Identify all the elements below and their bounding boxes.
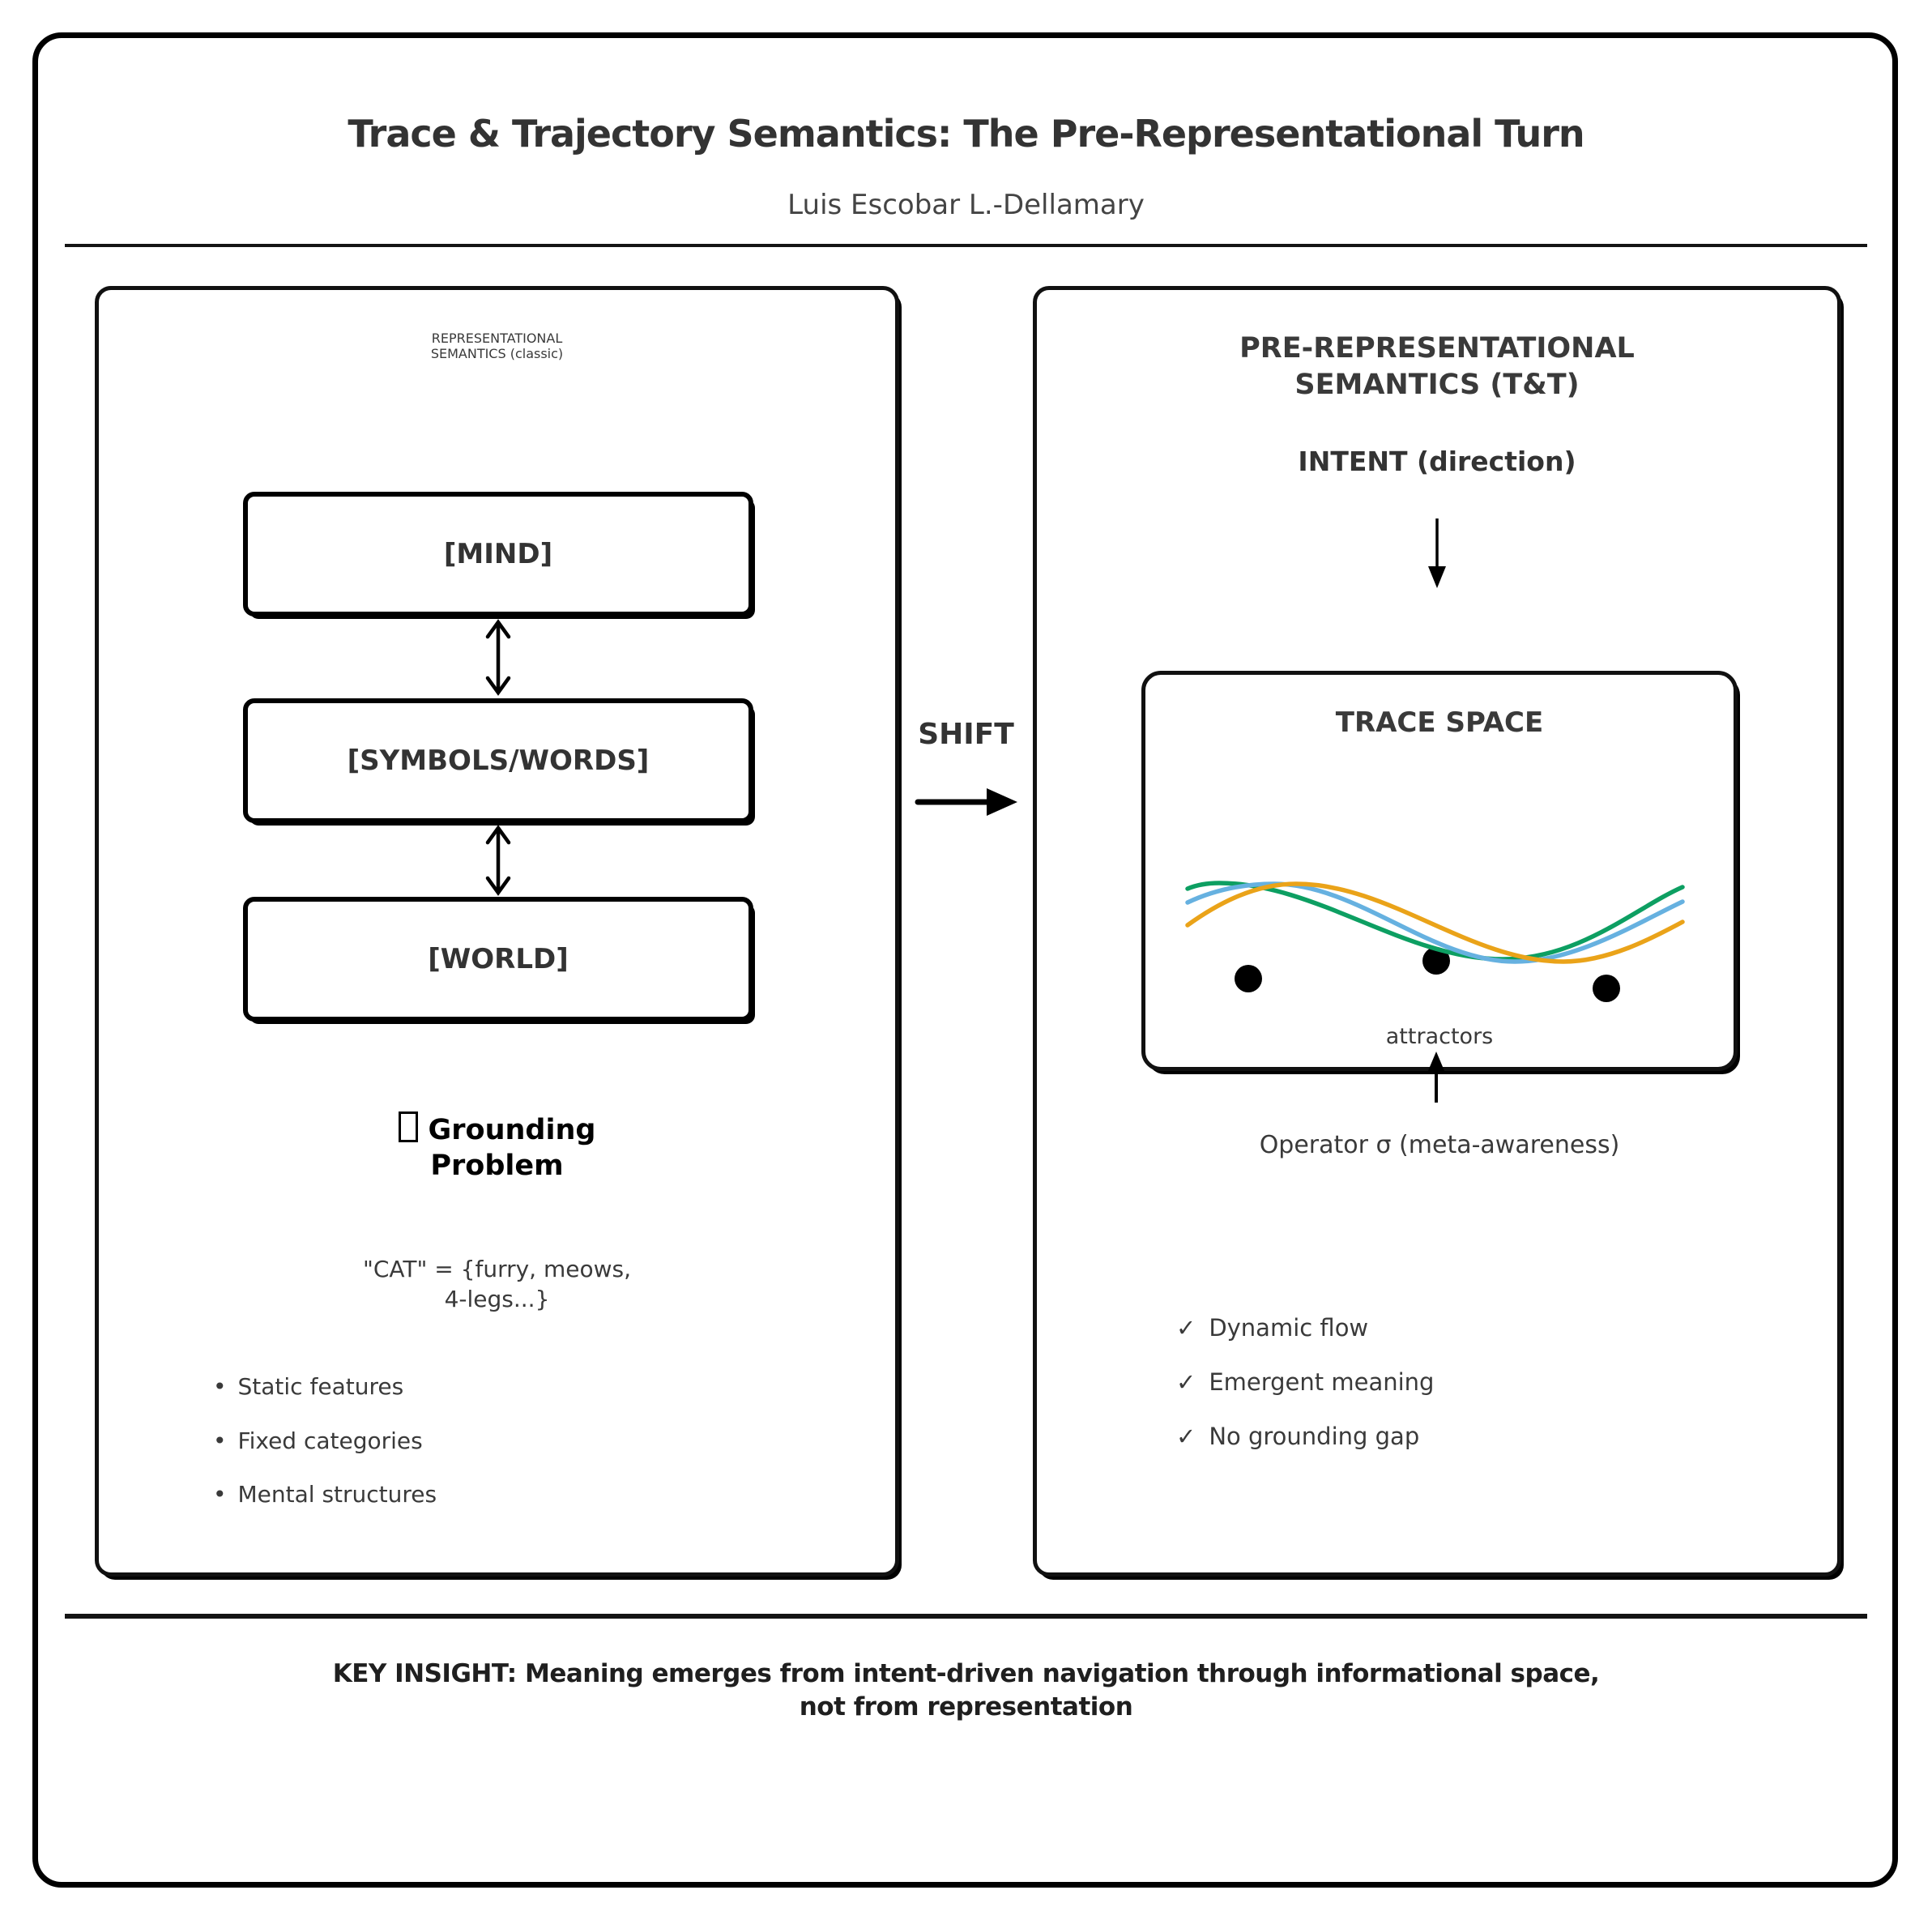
grounding-line1: Grounding (428, 1114, 596, 1146)
check-item-emergent-meaning (1176, 1368, 1434, 1396)
list-item-static-features (213, 1373, 403, 1400)
mind-box-label: [MIND] (443, 538, 553, 570)
symbols-words-box (243, 698, 753, 823)
cat-example-line2: 4-legs...} (444, 1286, 550, 1312)
trace-space-title: TRACE SPACE (1335, 706, 1544, 739)
cat-example-line1: "CAT" = {furry, meows, (363, 1256, 631, 1282)
symbols-words-box-label: [SYMBOLS/WORDS] (347, 745, 650, 777)
key-insight (0, 1658, 1932, 1724)
list-item-mental-structures (213, 1481, 437, 1508)
world-box-label: [WORLD] (428, 943, 569, 975)
left-panel-title (95, 331, 899, 361)
grounding-problem-label (95, 1111, 899, 1184)
header-divider (65, 244, 1867, 247)
right-panel-title-line2: SEMANTICS (T&T) (1294, 369, 1580, 401)
check-item-label: No grounding gap (1209, 1423, 1420, 1450)
list-item-label: Fixed categories (237, 1427, 423, 1454)
check-item-label: Dynamic flow (1209, 1314, 1369, 1342)
key-insight-line1: KEY INSIGHT: Meaning emerges from intent-driven navigation through informational space, (332, 1659, 1600, 1688)
key-insight-line2: not from representation (799, 1692, 1133, 1722)
mind-box (243, 492, 753, 617)
author-subtitle: Luis Escobar L.-Dellamary (787, 189, 1145, 221)
world-box (243, 897, 753, 1022)
right-panel-title (1033, 331, 1841, 403)
missing-glyph-icon (399, 1111, 418, 1142)
check-item-label: Emergent meaning (1209, 1368, 1435, 1396)
check-icon: ✓ (1176, 1368, 1196, 1396)
check-icon: ✓ (1176, 1314, 1196, 1342)
cat-example (95, 1254, 899, 1314)
shift-label: SHIFT (918, 718, 1014, 751)
bullet-icon: • (213, 1427, 227, 1454)
list-item-fixed-categories (213, 1427, 423, 1454)
left-panel-title-line2: SEMANTICS (classic) (430, 346, 564, 361)
footer-divider (65, 1614, 1867, 1619)
grounding-line2: Problem (430, 1150, 564, 1182)
attractors-label: attractors (1385, 1024, 1494, 1049)
list-item-label: Static features (237, 1373, 404, 1400)
bullet-icon: • (213, 1481, 227, 1508)
intent-label: INTENT (direction) (1298, 446, 1576, 477)
right-panel-title-line1: PRE-REPRESENTATIONAL (1239, 332, 1635, 365)
list-item-label: Mental structures (237, 1481, 437, 1508)
left-panel-title-line1: REPRESENTATIONAL (431, 331, 563, 346)
bullet-icon: • (213, 1373, 227, 1400)
operator-sigma-label: Operator σ (meta-awareness) (1259, 1131, 1620, 1159)
check-item-no-grounding-gap (1176, 1423, 1419, 1450)
check-icon: ✓ (1176, 1423, 1196, 1450)
check-item-dynamic-flow (1176, 1314, 1368, 1342)
page-title: Trace & Trajectory Semantics: The Pre-Representational Turn (348, 112, 1584, 156)
